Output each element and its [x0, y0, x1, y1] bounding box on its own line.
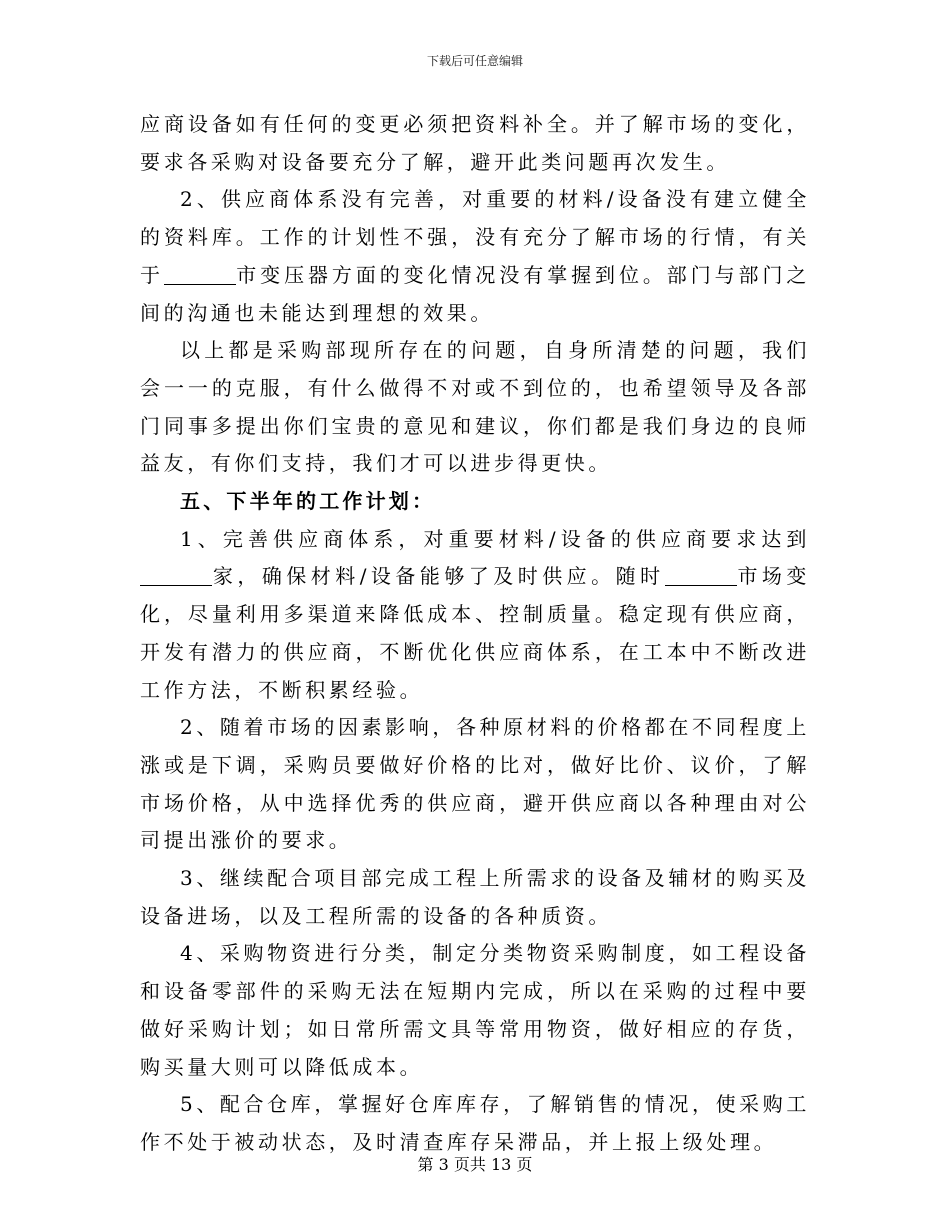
fill-in-blank — [164, 264, 236, 285]
fill-in-blank — [140, 565, 212, 586]
plan-item-1: 1、完善供应商体系，对重要材料/设备的供应商要求达到家，确保材料/设备能够了及时供应。随时 市场变化，尽量利用多渠道来降低成本、控制质量。稳定现有供应商，开发有潜力的供应商，不断优化供应商体系，在工本中不断改进工作方法，不断积累经验。 — [140, 526, 810, 702]
plan-item-4: 4、采购物资进行分类，制定分类物资采购制度，如工程设备和设备零部件的采购无法在短期内完成，所以在采购的过程中要做好采购计划；如日常所需文具等常用物资，做好相应的存货，购买量大则可以降低成本。 — [140, 941, 810, 1079]
plan-item-2: 2、随着市场的因素影响，各种原材料的价格都在不同程度上涨或是下调，采购员要做好价格的比对，做好比价、议价，了解市场价格，从中选择优秀的供应商，避开供应商以各种理由对公司提出涨价的要求。 — [140, 715, 810, 853]
document-body — [140, 106, 810, 1162]
paragraph-continuation: 应商设备如有任何的变更必须把资料补全。并了解市场的变化，要求各采购对设备要充分了解，避开此类问题再次发生。 — [140, 112, 810, 174]
paragraph-issue-2: 2、供应商体系没有完善，对重要的材料/设备没有建立健全的资料库。工作的计划性不强，没有充分了解市场的行情，有关于 市变压器方面的变化情况没有掌握到位。部门与部门之间的沟通也未能达到理想的效果。 — [140, 187, 810, 325]
header-text: 下载后可任意编辑 — [426, 54, 523, 68]
page-header — [0, 54, 950, 68]
page-number: 第 3 页共 13 页 — [417, 1155, 533, 1174]
page-footer — [0, 1156, 950, 1174]
section-heading-5: 五、下半年的工作计划： — [180, 489, 436, 514]
plan-item-5: 5、配合仓库，掌握好仓库库存，了解销售的情况，使采购工作不处于被动状态，及时清查库存呆滞品，并上报上级处理。 — [140, 1092, 810, 1154]
plan-item-3: 3、继续配合项目部完成工程上所需求的设备及辅材的购买及设备进场，以及工程所需的设备的各种质资。 — [140, 866, 810, 928]
paragraph-summary: 以上都是采购部现所存在的问题，自身所清楚的问题，我们会一一的克服，有什么做得不对或不到位的，也希望领导及各部门同事多提出你们宝贵的意见和建议，你们都是我们身边的良师益友，有你们支持，我们才可以进步得更快。 — [140, 338, 810, 476]
fill-in-blank — [665, 565, 737, 586]
